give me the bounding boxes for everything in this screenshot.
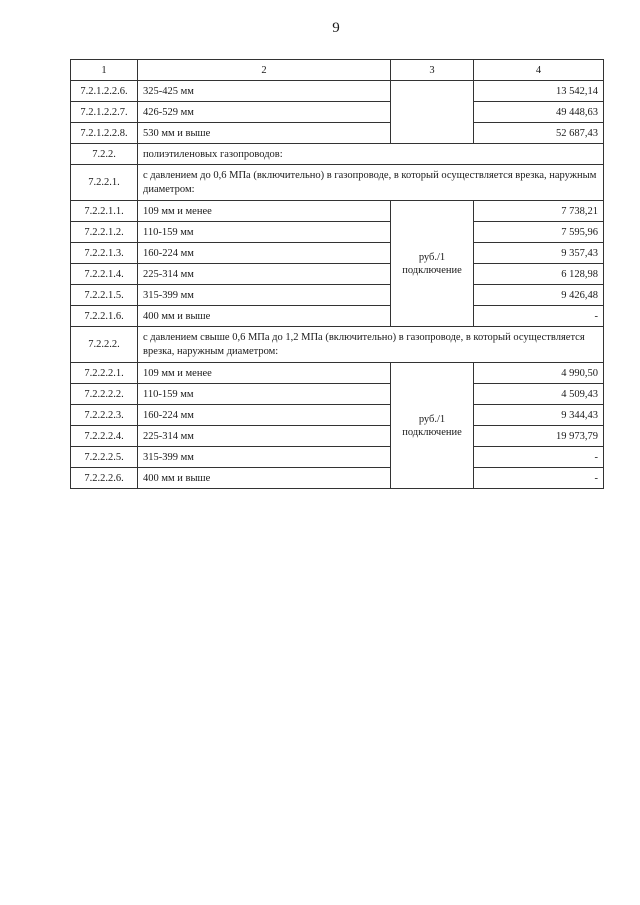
table-row [71,201,604,222]
table-row [71,285,604,306]
item-number: 7.2.2.2.2. [71,384,138,405]
item-price: 4 990,50 [474,363,604,384]
table-row [71,222,604,243]
item-number: 7.2.2.2.1. [71,363,138,384]
table-row [71,243,604,264]
table-row [71,306,604,327]
header-cell: 2 [138,60,391,81]
table-row [71,384,604,405]
table-row [71,405,604,426]
item-price: 9 426,48 [474,285,604,306]
item-number: 7.2.2.1.1. [71,201,138,222]
group-header-row [71,165,604,201]
item-price: 7 738,21 [474,201,604,222]
table-row [71,81,604,102]
item-price: 6 128,98 [474,264,604,285]
tariff-table [70,59,604,489]
item-number: 7.2.2.1.4. [71,264,138,285]
table-row [71,447,604,468]
item-number: 7.2.2.1.5. [71,285,138,306]
item-price: 4 509,43 [474,384,604,405]
page-number: 9 [332,20,340,36]
header-cell: 1 [71,60,138,81]
item-description: 225-314 мм [138,426,391,447]
section-number: 7.2.2. [71,144,138,165]
unit-cell [391,81,474,144]
item-price: 13 542,14 [474,81,604,102]
table-row [71,426,604,447]
item-description: 160-224 мм [138,405,391,426]
item-price: 7 595,96 [474,222,604,243]
item-description: 426-529 мм [138,102,391,123]
item-description: 110-159 мм [138,222,391,243]
item-price: - [474,306,604,327]
group-number: 7.2.2.2. [71,327,138,363]
item-price: 49 448,63 [474,102,604,123]
section-description: полиэтиленовых газопроводов: [138,144,604,165]
item-description: 530 мм и выше [138,123,391,144]
section-row [71,144,604,165]
table-row [71,123,604,144]
item-price: 52 687,43 [474,123,604,144]
unit-cell: руб./1 подключение [391,201,474,327]
item-number: 7.2.2.1.2. [71,222,138,243]
item-number: 7.2.2.2.3. [71,405,138,426]
item-number: 7.2.1.2.2.8. [71,123,138,144]
item-number: 7.2.2.2.6. [71,468,138,489]
item-description: 110-159 мм [138,384,391,405]
table-header-row [71,60,604,81]
item-description: 109 мм и менее [138,363,391,384]
item-description: 400 мм и выше [138,468,391,489]
item-price: 9 344,43 [474,405,604,426]
header-cell: 3 [391,60,474,81]
unit-cell: руб./1 подключение [391,363,474,489]
item-description: 315-399 мм [138,447,391,468]
header-cell: 4 [474,60,604,81]
item-description: 315-399 мм [138,285,391,306]
item-number: 7.2.1.2.2.6. [71,81,138,102]
table-row [71,468,604,489]
item-description: 109 мм и менее [138,201,391,222]
table-row [71,264,604,285]
item-description: 160-224 мм [138,243,391,264]
group-description: с давлением до 0,6 МПа (включительно) в газопроводе, в который осуществляется врезка, наружным диаметром: [138,165,604,201]
item-number: 7.2.2.2.4. [71,426,138,447]
table-row [71,363,604,384]
item-number: 7.2.2.1.3. [71,243,138,264]
item-description: 400 мм и выше [138,306,391,327]
item-price: 9 357,43 [474,243,604,264]
group-number: 7.2.2.1. [71,165,138,201]
item-description: 225-314 мм [138,264,391,285]
item-description: 325-425 мм [138,81,391,102]
item-price: 19 973,79 [474,426,604,447]
item-price: - [474,447,604,468]
item-number: 7.2.2.1.6. [71,306,138,327]
group-header-row [71,327,604,363]
item-number: 7.2.2.2.5. [71,447,138,468]
item-number: 7.2.1.2.2.7. [71,102,138,123]
group-description: с давлением свыше 0,6 МПа до 1,2 МПа (включительно) в газопроводе, в который осуществляется врезка, наружным диаметром: [138,327,604,363]
table-row [71,102,604,123]
item-price: - [474,468,604,489]
